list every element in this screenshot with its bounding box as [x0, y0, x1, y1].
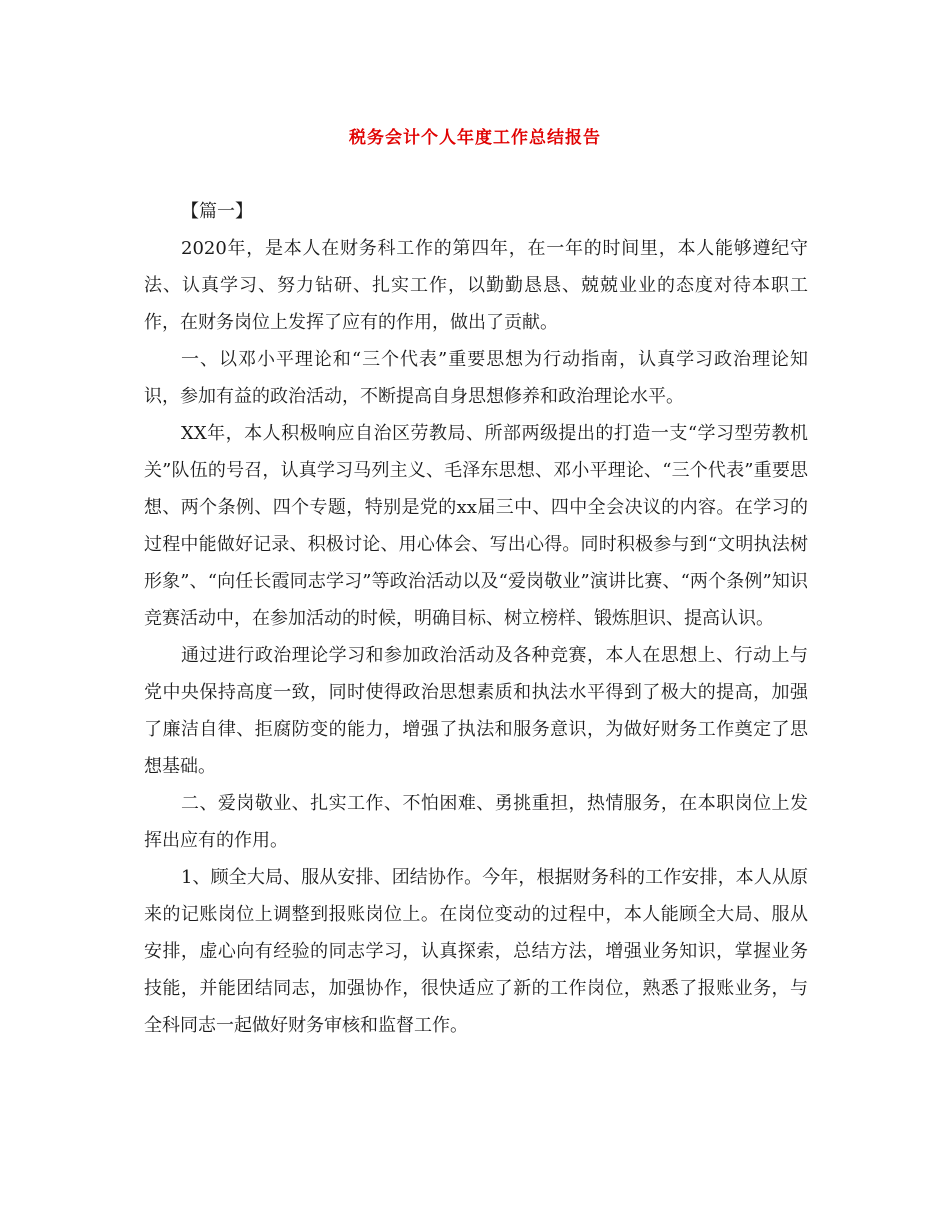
- paragraph-result: 通过进行政治理论学习和参加政治活动及各种竞赛，本人在思想上、行动上与党中央保持高度一致，同时使得政治思想素质和执法水平得到了极大的提高，加强了廉洁自律、拒腐防变的能力，增强了执法和服务意识，为做好财务工作奠定了思想基础。: [144, 645, 808, 777]
- paragraph-heading-one: 一、以邓小平理论和“三个代表”重要思想为行动指南，认真学习政治理论知识，参加有益的政治活动，不断提高自身思想修养和政治理论水平。: [144, 349, 808, 407]
- section-heading-part-one: 【篇一】: [181, 201, 253, 222]
- paragraph-item-one: 1、顾全大局、服从安排、团结协作。今年，根据财务科的工作安排，本人从原来的记账岗位上调整到报账岗位上。在岗位变动的过程中，本人能顾全大局、服从安排，虚心向有经验的同志学习，认真探索，总结方法，增强业务知识，掌握业务技能，并能团结同志，加强协作，很快适应了新的工作岗位，熟悉了报账业务，与全科同志一起做好财务审核和监督工作。: [144, 867, 808, 1036]
- paragraph-heading-two: 二、爱岗敬业、扎实工作、不怕困难、勇挑重担，热情服务，在本职岗位上发挥出应有的作用。: [144, 793, 808, 851]
- paragraph-intro: 2020年，是本人在财务科工作的第四年，在一年的时间里，本人能够遵纪守法、认真学习、努力钻研、扎实工作，以勤勤恳恳、兢兢业业的态度对待本职工作，在财务岗位上发挥了应有的作用，做出了贡献。: [144, 238, 808, 333]
- document-body: [144, 193, 808, 1044]
- paragraph-study: XX年，本人积极响应自治区劳教局、所部两级提出的打造一支“学习型劳教机关”队伍的号召，认真学习马列主义、毛泽东思想、邓小平理论、“三个代表”重要思想、两个条例、四个专题，特别是党的xx届三中、四中全会决议的内容。在学习的过程中能做好记录、积极讨论、用心体会、写出心得。同时积极参与到“文明执法树形象”、“向任长霞同志学习”等政治活动以及“爱岗敬业”演讲比赛、“两个条例”知识竞赛活动中，在参加活动的时候，明确目标、树立榜样、锻炼胆识、提高认识。: [144, 423, 808, 629]
- document-title: 税务会计个人年度工作总结报告: [349, 128, 601, 148]
